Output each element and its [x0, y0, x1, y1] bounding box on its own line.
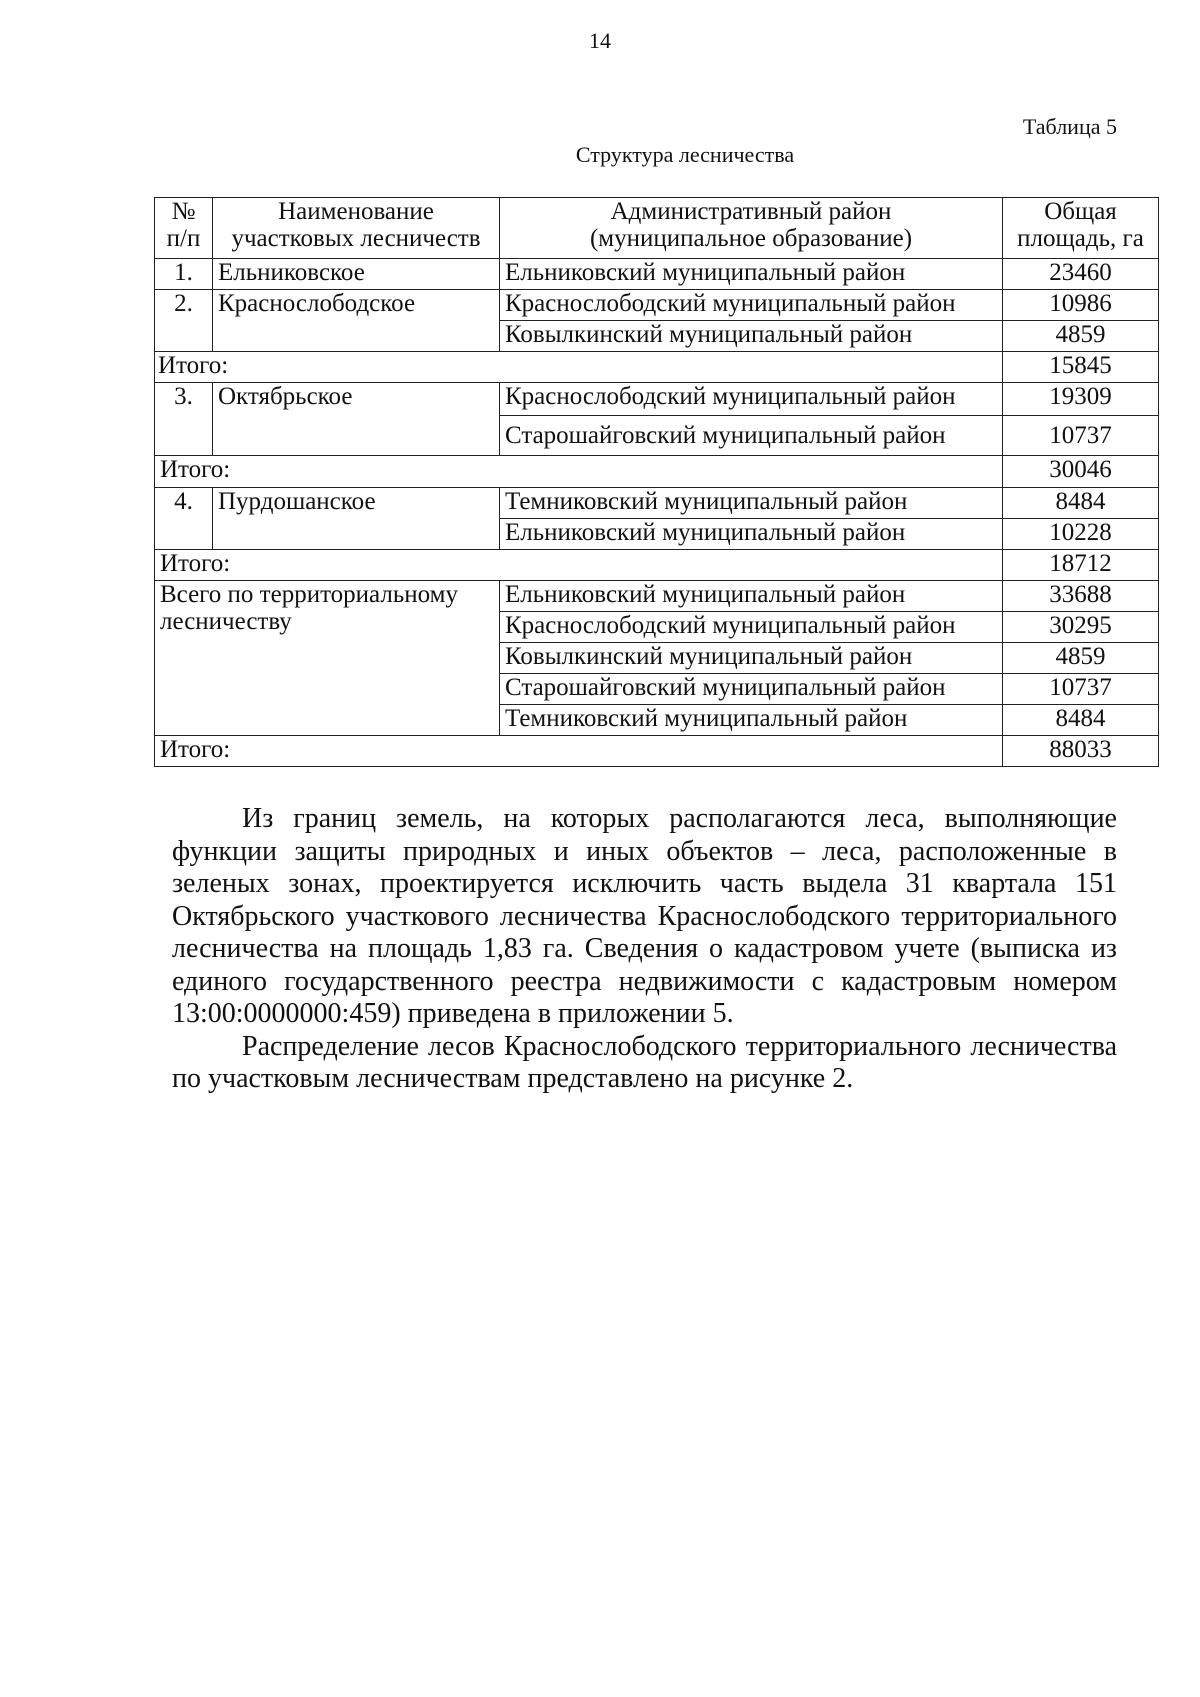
district-cell: Темниковский муниципальный район	[500, 488, 1003, 519]
subtotal-value: 30046	[1003, 456, 1159, 488]
subtotal-row	[155, 456, 1159, 488]
forestry-name: Пурдошанское	[213, 488, 500, 550]
subtotal-row	[155, 352, 1159, 383]
table-row	[155, 581, 1159, 612]
subtotal-label: Итого:	[155, 352, 1003, 383]
row-number: 2.	[155, 290, 213, 352]
area-cell: 10986	[1003, 290, 1159, 321]
forestry-structure-table	[154, 197, 1159, 767]
header-district	[500, 198, 1003, 259]
subtotal-label: Итого:	[155, 456, 1003, 488]
district-cell: Старошайговский муниципальный район	[500, 416, 1003, 456]
district-cell: Ельниковский муниципальный район	[500, 581, 1003, 612]
district-cell: Краснослободский муниципальный район	[500, 290, 1003, 321]
district-cell: Краснослободский муниципальный район	[500, 612, 1003, 643]
page-number: 14	[589, 28, 611, 53]
area-cell: 10737	[1003, 674, 1159, 705]
grand-total-label: Итого:	[155, 736, 1003, 767]
table-row	[155, 488, 1159, 519]
forestry-name: Октябрьское	[213, 383, 500, 456]
table-header-row	[155, 198, 1159, 259]
row-number: 1.	[155, 259, 213, 290]
header-name-line: Наименование	[278, 198, 434, 225]
grand-total-row	[155, 736, 1159, 767]
forestry-name: Краснослободское	[213, 290, 500, 352]
table-row	[155, 259, 1159, 290]
district-cell: Ковылкинский муниципальный район	[500, 321, 1003, 352]
area-cell: 30295	[1003, 612, 1159, 643]
area-cell: 8484	[1003, 488, 1159, 519]
paragraph: Распределение лесов Краснослободского территориального лесничества по участковым лесничествам представлено на рисунке 2.	[172, 1030, 1117, 1094]
subtotal-value: 18712	[1003, 550, 1159, 581]
summary-label: Всего по территориальному лесничеству	[155, 581, 500, 736]
row-number: 4.	[155, 488, 213, 550]
header-name	[213, 198, 500, 259]
header-district-line: (муниципальное образование)	[589, 225, 913, 252]
header-num-line: №	[171, 198, 196, 225]
subtotal-row	[155, 550, 1159, 581]
area-cell: 10737	[1003, 416, 1159, 456]
area-cell: 4859	[1003, 643, 1159, 674]
grand-total-value: 88033	[1003, 736, 1159, 767]
district-cell: Старошайговский муниципальный район	[500, 674, 1003, 705]
area-cell: 23460	[1003, 259, 1159, 290]
district-cell: Темниковский муниципальный район	[500, 705, 1003, 736]
area-cell: 10228	[1003, 519, 1159, 550]
paragraph: Из границ земель, на которых располагаются леса, выполняющие функции защиты природных и иных объектов – леса, расположенные в зеленых зонах, проектируется исключить часть выдела 31 квартала 151 Октябрьского участкового лесничества Краснослободского территориального лесничества на площадь 1,83 га. Сведения о кадастровом учете (выписка из единого государственного реестра недвижимости с кадастровым номером 13:00:0000000:459) приведена в приложении 5.	[172, 803, 1117, 1029]
district-cell: Ковылкинский муниципальный район	[500, 643, 1003, 674]
table-label: Таблица 5	[1022, 114, 1117, 139]
header-area	[1003, 198, 1159, 259]
row-number: 3.	[155, 383, 213, 456]
area-cell: 19309	[1003, 383, 1159, 416]
table-row	[155, 290, 1159, 321]
header-num	[155, 198, 213, 259]
header-area-line: Общая	[1044, 198, 1117, 225]
area-cell: 8484	[1003, 705, 1159, 736]
area-cell: 4859	[1003, 321, 1159, 352]
body-text	[172, 803, 1117, 1096]
district-cell: Ельниковский муниципальный район	[500, 519, 1003, 550]
area-cell: 33688	[1003, 581, 1159, 612]
subtotal-label: Итого:	[155, 550, 1003, 581]
district-cell: Краснослободский муниципальный район	[500, 383, 1003, 416]
header-num-line: п/п	[166, 225, 201, 252]
header-area-line: площадь, га	[1017, 225, 1144, 252]
district-cell: Ельниковский муниципальный район	[500, 259, 1003, 290]
table-title: Структура лесничества	[575, 142, 795, 167]
table-row	[155, 383, 1159, 416]
subtotal-value: 15845	[1003, 352, 1159, 383]
header-district-line: Административный район	[610, 198, 892, 225]
header-name-line: участковых лесничеств	[231, 225, 481, 252]
forestry-name: Ельниковское	[213, 259, 500, 290]
